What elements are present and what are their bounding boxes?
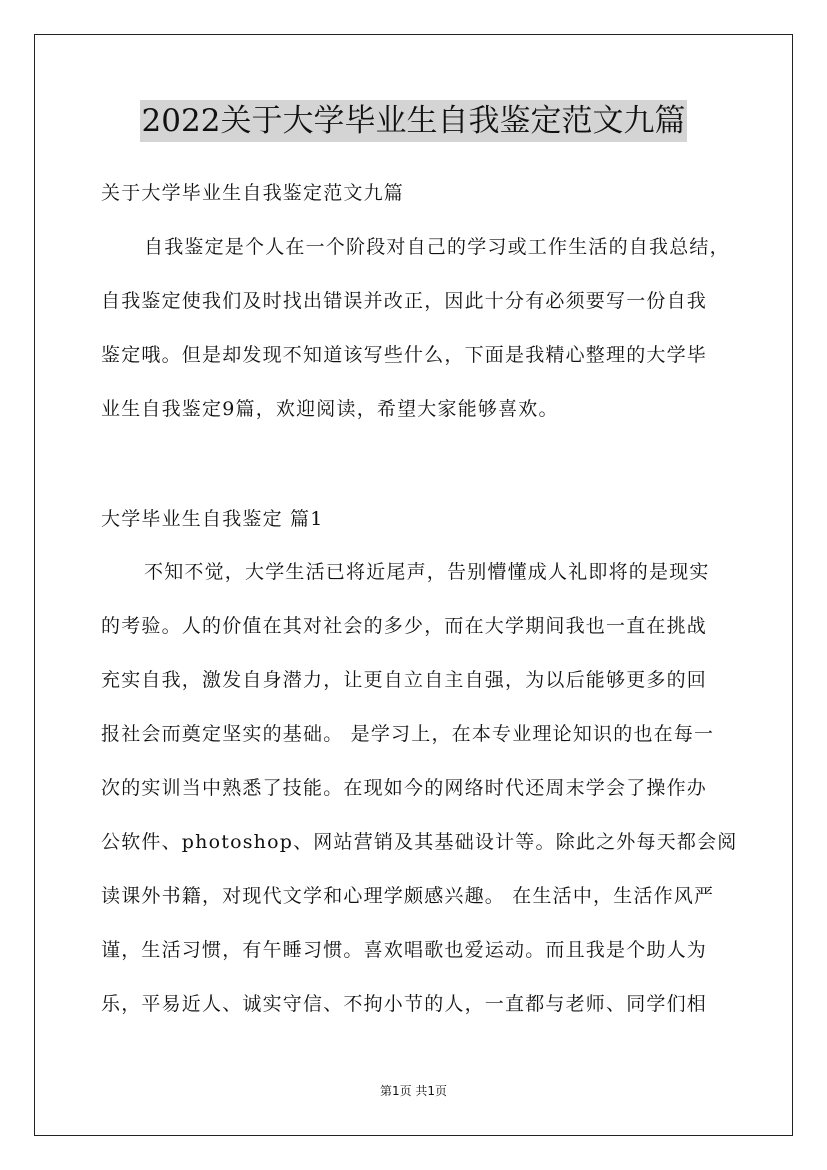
section-heading: 大学毕业生自我鉴定 篇1 (101, 508, 324, 530)
body-line-6: 公软件、photoshop、网站营销及其基础设计等。除此之外每天都会阅 (101, 831, 738, 853)
page-footer: 第1页 共1页 (379, 1084, 448, 1098)
intro-line-2: 自我鉴定使我们及时找出错误并改正，因此十分有必须要写一份自我 (101, 290, 708, 312)
body-line-5: 次的实训当中熟悉了技能。在现如今的网络时代还周末学会了操作办 (101, 777, 708, 799)
intro-line-3: 鉴定哦。但是却发现不知道该写些什么，下面是我精心整理的大学毕 (101, 344, 708, 366)
body-line-3: 充实自我，激发自身潜力，让更自立自主自强，为以后能够更多的回 (101, 669, 708, 691)
document-title: 2022关于大学毕业生自我鉴定范文九篇 (140, 100, 688, 142)
intro-line-4: 业生自我鉴定9篇，欢迎阅读，希望大家能够喜欢。 (101, 398, 559, 420)
body-line-1: 不知不觉，大学生活已将近尾声，告别懵懂成人礼即将的是现实 (144, 561, 710, 583)
body-line-4: 报社会而奠定坚实的基础。 是学习上，在本专业理论知识的也在每一 (101, 723, 715, 745)
body-line-7: 读课外书籍，对现代文学和心理学颇感兴趣。 在生活中，生活作风严 (101, 885, 715, 907)
body-line-2: 的考验。人的价值在其对社会的多少，而在大学期间我也一直在挑战 (101, 615, 708, 637)
document-subtitle: 关于大学毕业生自我鉴定范文九篇 (101, 182, 405, 204)
title-container (0, 100, 827, 142)
intro-line-1: 自我鉴定是个人在一个阶段对自己的学习或工作生活的自我总结， (144, 236, 730, 258)
body-line-9: 乐，平易近人、诚实守信、不拘小节的人，一直都与老师、同学们相 (101, 993, 708, 1015)
body-line-8: 谨，生活习惯，有午睡习惯。喜欢唱歌也爱运动。而且我是个助人为 (101, 939, 708, 961)
